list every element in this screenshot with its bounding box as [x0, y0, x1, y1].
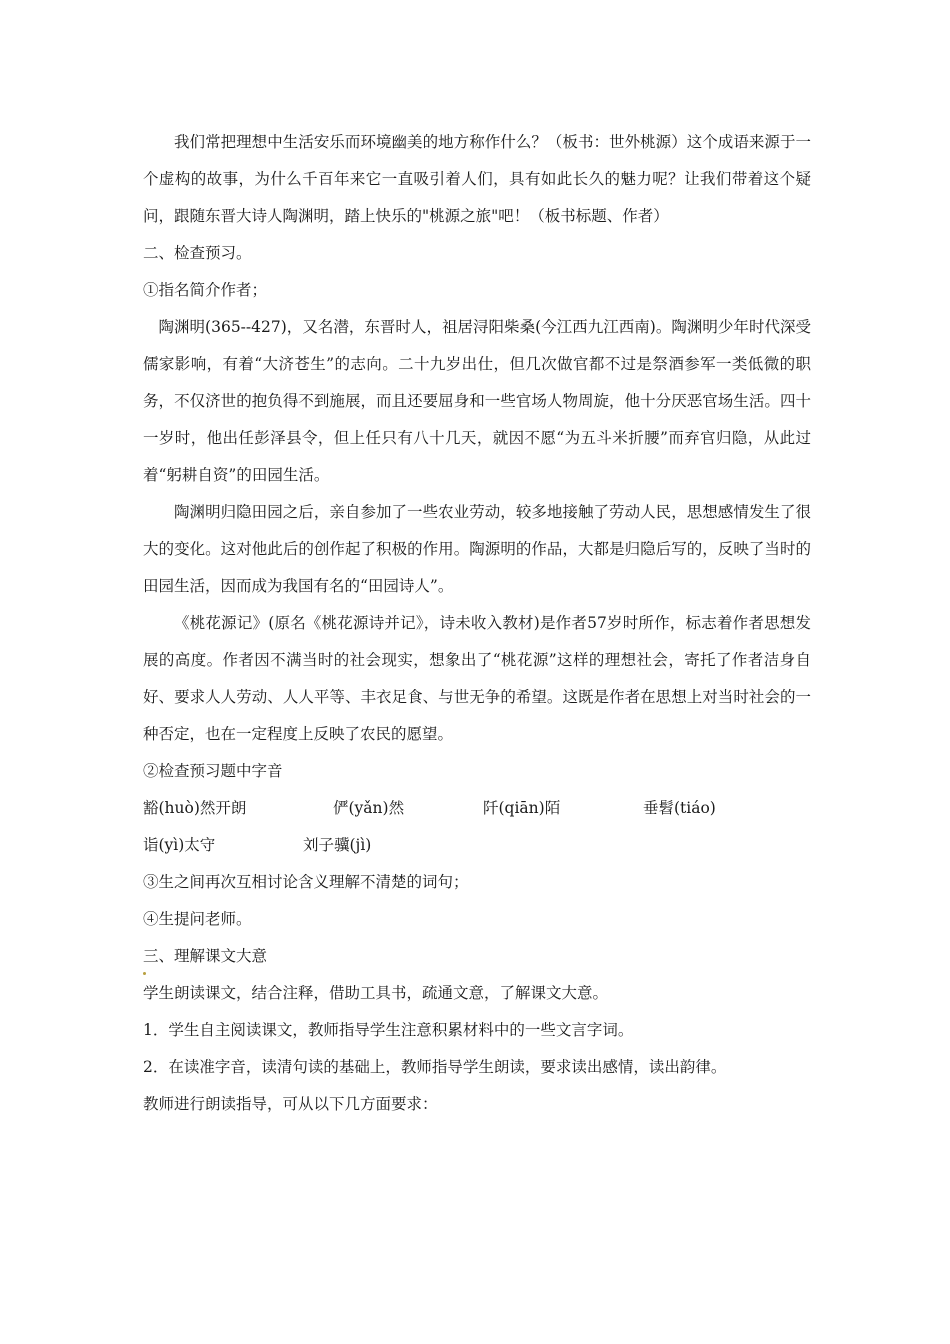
step-1: 1．学生自主阅读课文，教师指导学生注意积累材料中的一些文言字词。 — [143, 1021, 634, 1039]
intro-paragraph: 我们常把理想中生活安乐而环境幽美的地方称作什么？（板书：世外桃源）这个成语来源于一个虚构的故事，为什么千百年来它一直吸引着人们，具有如此长久的魅力呢？让我们带着这个疑问，跟随东晋大诗人陶渊明，踏上快乐的"桃源之旅"吧！（板书标题、作者） — [143, 133, 811, 225]
step-3: 教师进行朗读指导，可从以下几方面要求： — [143, 1095, 438, 1113]
section-heading-understand-text — [143, 938, 811, 975]
pronunciation-row — [143, 827, 811, 864]
section-heading-text: 三、理解课文大意 — [143, 947, 268, 965]
section-heading-check-preview: 二、检查预习。 — [143, 244, 252, 262]
item-pronunciation-label: ②检查预习题中字音 — [143, 762, 283, 780]
section3-intro: 学生朗读课文，结合注释，借助工具书，疏通文意，了解课文大意。 — [143, 984, 609, 1002]
pronunciation-row — [143, 790, 811, 827]
author-bio-paragraph: 陶渊明(365--427)，又名潜，东晋时人，祖居浔阳柴桑(今江西九江西南)。陶渊明少年时代深受儒家影响，有着“大济苍生”的志向。二十九岁出仕，但几次做官都不过是祭酒参军一类低微的职务，不仅济世的抱负得不到施展，而且还要屈身和一些官场人物周旋，他十分厌恶官场生活。四十一岁时，他出任彭泽县令，但上任只有八十几天，就因不愿“为五斗米折腰”而弃官归隐，从此过着“躬耕自资”的田园生活。 — [143, 318, 811, 484]
item-ask-teacher: ④生提问老师。 — [143, 910, 252, 928]
document-body — [143, 124, 811, 1123]
item-discussion: ③生之间再次互相讨论含义理解不清楚的词句； — [143, 873, 469, 891]
pronunciation-item: 豁(huò)然开朗 — [143, 799, 247, 817]
work-intro-paragraph: 《桃花源记》(原名《桃花源诗并记》，诗未收入教材)是作者57岁时所作，标志着作者思想发展的高度。作者因不满当时的社会现实，想象出了“桃花源”这样的理想社会，寄托了作者洁身自好、要求人人劳动、人人平等、丰衣足食、与世无争的希望。这既是作者在思想上对当时社会的一种否定，也在一定程度上反映了农民的愿望。 — [143, 614, 811, 743]
pronunciation-item: 诣(yì)太守 — [143, 836, 216, 854]
pronunciation-item: 垂髫(tiáo) — [643, 799, 716, 817]
author-later-life-paragraph: 陶渊明归隐田园之后，亲自参加了一些农业劳动，较多地接触了劳动人民，思想感情发生了很大的变化。这对他此后的创作起了积极的作用。陶源明的作品，大都是归隐后写的，反映了当时的田园生活，因而成为我国有名的“田园诗人”。 — [143, 503, 811, 595]
pronunciation-item: 俨(yǎn)然 — [333, 799, 405, 817]
item-author-intro-label: ①指名简介作者； — [143, 281, 268, 299]
pronunciation-item: 阡(qiān)陌 — [483, 799, 561, 817]
pronunciation-item: 刘子骥(jì) — [303, 836, 372, 854]
step-2: 2．在读准字音，读清句读的基础上，教师指导学生朗读，要求读出感情，读出韵律。 — [143, 1058, 727, 1076]
